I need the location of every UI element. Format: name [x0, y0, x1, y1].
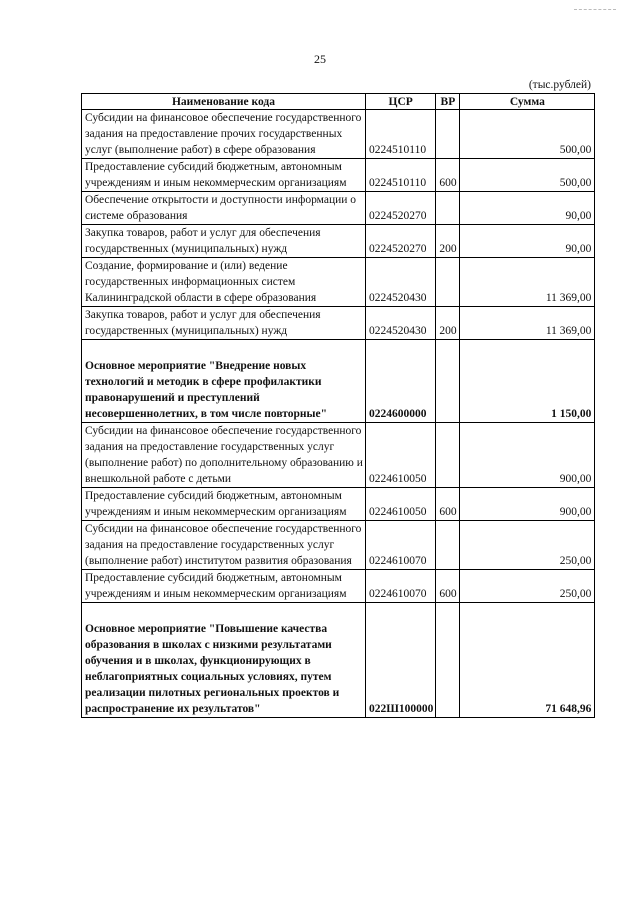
cell-name: Предоставление субсидий бюджетным, автономным учреждениям и иным некоммерческим организациям — [82, 488, 366, 521]
cell-vr — [436, 192, 460, 225]
table-row — [82, 570, 595, 603]
scan-mark — [574, 9, 616, 10]
cell-name: Основное мероприятие "Повышение качества образования в школах с низкими результатами обучения и в школах, функционирующих в неблагоприятных социальных условиях, путем реализации пилотных региональных проектов и распространение их результатов" — [82, 603, 366, 718]
cell-sum: 1 150,00 — [460, 340, 595, 423]
cell-sum: 900,00 — [460, 488, 595, 521]
cell-vr: 600 — [436, 570, 460, 603]
cell-name: Субсидии на финансовое обеспечение государственного задания на предоставление государственных услуг (выполнение работ) по дополнительному образованию и внешкольной работе с детьми — [82, 423, 366, 488]
page-number: 25 — [314, 52, 326, 66]
cell-sum: 11 369,00 — [460, 307, 595, 340]
table-row — [82, 423, 595, 488]
cell-vr — [436, 603, 460, 718]
header-row — [82, 94, 595, 110]
cell-name: Создание, формирование и (или) ведение государственных информационных систем Калининградской области в сфере образования — [82, 258, 366, 307]
cell-csr: 0224510110 — [366, 110, 436, 159]
cell-name: Закупка товаров, работ и услуг для обеспечения государственных (муниципальных) нужд — [82, 225, 366, 258]
units-label: (тыс.рублей) — [528, 79, 591, 91]
table-row — [82, 258, 595, 307]
cell-name: Закупка товаров, работ и услуг для обеспечения государственных (муниципальных) нужд — [82, 307, 366, 340]
cell-sum: 500,00 — [460, 159, 595, 192]
table-row — [82, 521, 595, 570]
cell-vr — [436, 110, 460, 159]
cell-name: Субсидии на финансовое обеспечение государственного задания на предоставление прочих государственных услуг (выполнение работ) в сфере образования — [82, 110, 366, 159]
cell-csr: 022Ш100000 — [366, 603, 436, 718]
table-row — [82, 225, 595, 258]
header-sum: Сумма — [460, 94, 595, 110]
table-row — [82, 110, 595, 159]
table-row — [82, 159, 595, 192]
header-name: Наименование кода — [82, 94, 366, 110]
cell-sum: 90,00 — [460, 192, 595, 225]
cell-csr: 0224520270 — [366, 225, 436, 258]
table-row — [82, 488, 595, 521]
header-csr: ЦСР — [366, 94, 436, 110]
cell-name: Основное мероприятие "Внедрение новых технологий и методик в сфере профилактики правонарушений и преступлений несовершеннолетних, в том числе повторные" — [82, 340, 366, 423]
cell-name: Предоставление субсидий бюджетным, автономным учреждениям и иным некоммерческим организациям — [82, 159, 366, 192]
cell-vr: 600 — [436, 159, 460, 192]
cell-csr: 0224510110 — [366, 159, 436, 192]
cell-sum: 250,00 — [460, 570, 595, 603]
table-row — [82, 340, 595, 423]
cell-vr — [436, 258, 460, 307]
cell-sum: 250,00 — [460, 521, 595, 570]
cell-name: Обеспечение открытости и доступности информации о системе образования — [82, 192, 366, 225]
table-row — [82, 192, 595, 225]
cell-csr: 0224600000 — [366, 340, 436, 423]
header-vr: ВР — [436, 94, 460, 110]
cell-vr — [436, 521, 460, 570]
cell-sum: 500,00 — [460, 110, 595, 159]
cell-sum: 900,00 — [460, 423, 595, 488]
cell-sum: 90,00 — [460, 225, 595, 258]
cell-sum: 11 369,00 — [460, 258, 595, 307]
cell-vr: 200 — [436, 225, 460, 258]
cell-vr: 200 — [436, 307, 460, 340]
cell-csr: 0224520430 — [366, 258, 436, 307]
cell-vr — [436, 423, 460, 488]
cell-csr: 0224610050 — [366, 423, 436, 488]
table-body — [82, 110, 595, 718]
cell-csr: 0224610070 — [366, 570, 436, 603]
table-row — [82, 603, 595, 718]
cell-name: Субсидии на финансовое обеспечение государственного задания на предоставление государственных услуг (выполнение работ) институтом развития образования — [82, 521, 366, 570]
cell-csr: 0224520430 — [366, 307, 436, 340]
cell-csr: 0224610050 — [366, 488, 436, 521]
cell-name: Предоставление субсидий бюджетным, автономным учреждениям и иным некоммерческим организациям — [82, 570, 366, 603]
table-row — [82, 307, 595, 340]
cell-vr: 600 — [436, 488, 460, 521]
cell-csr: 0224610070 — [366, 521, 436, 570]
cell-csr: 0224520270 — [366, 192, 436, 225]
budget-table — [81, 93, 595, 718]
cell-vr — [436, 340, 460, 423]
cell-sum: 71 648,96 — [460, 603, 595, 718]
